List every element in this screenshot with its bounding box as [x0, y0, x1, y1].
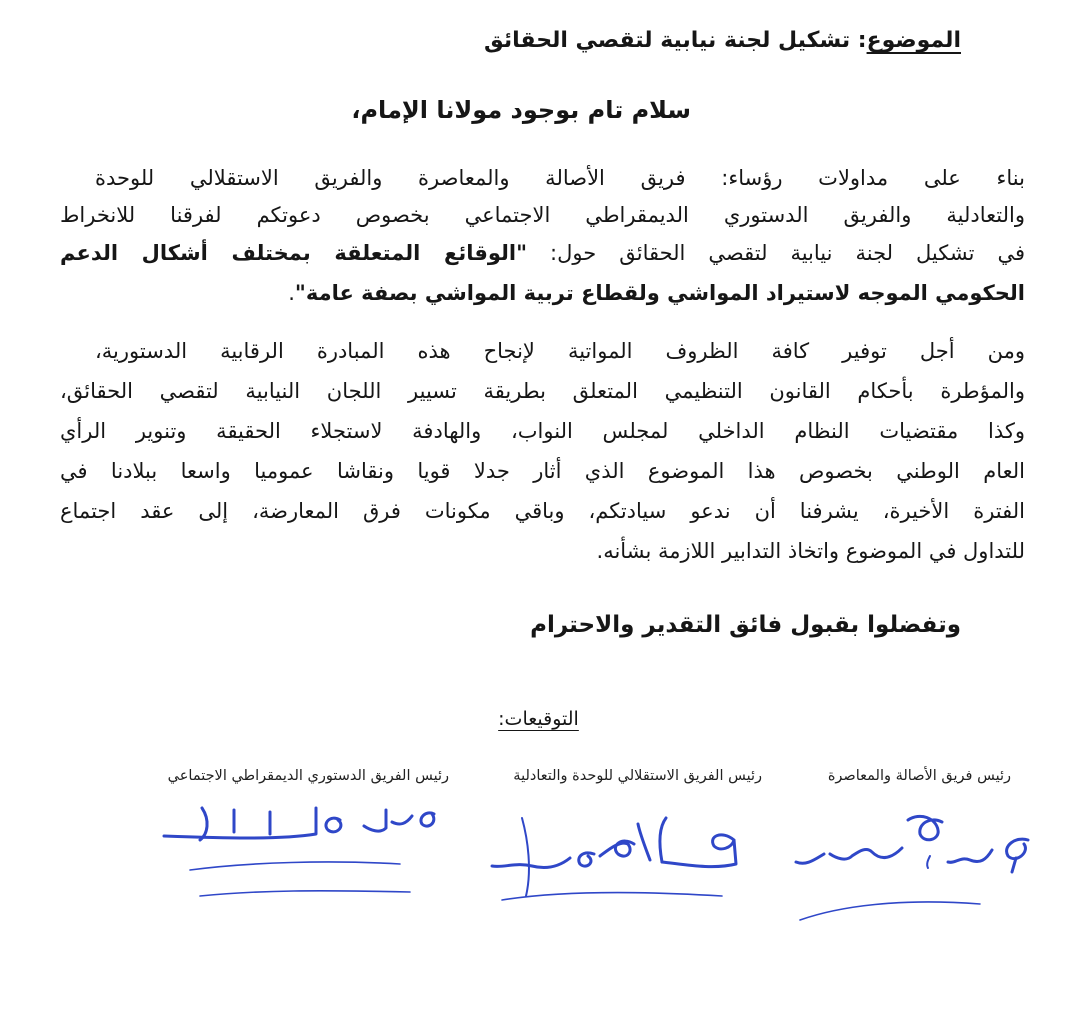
paragraph2-line-3: وكذا مقتضيات النظام الداخلي لمجلس النواب، والهادفة لاستجلاء الحقيقة وتنوير الرأي	[60, 419, 1025, 443]
subject-line	[484, 28, 961, 53]
paragraph2-line-6: للتداول في الموضوع واتخاذ التدابير اللازمة بشأنه.	[596, 539, 1025, 563]
signatures-title: التوقيعات:	[498, 708, 579, 730]
signature-2-drawing	[462, 800, 762, 925]
signer-role-1: رئيس فريق الأصالة والمعاصرة	[827, 768, 1011, 784]
inquiry-topic-part1: "الوقائع المتعلقة بمختلف أشكال الدعم	[60, 241, 528, 265]
signature-2	[462, 800, 762, 925]
signature-3-drawing	[150, 800, 450, 915]
paragraph2-line-4: العام الوطني بخصوص هذا الموضوع الذي أثار جدلا قويا ونقاشا عموميا واسعا ببلادنا في	[60, 459, 1025, 483]
paragraph2-line-2: والمؤطرة بأحكام القانون التنظيمي المتعلق بطريقة تسيير اللجان النيابية لتقصي الحقائق،	[60, 379, 1025, 403]
paragraph1-line-2: والتعادلية والفريق الدستوري الديمقراطي الاجتماعي بخصوص دعوتكم لفرقنا للانخراط	[60, 203, 1025, 227]
paragraph2-line-5: الفترة الأخيرة، يشرفنا أن ندعو سيادتكم، وباقي مكونات فرق المعارضة، إلى عقد اجتماع	[60, 499, 1025, 523]
subject-label: الموضوع	[866, 28, 961, 53]
inquiry-topic-part2: الحكومي الموجه لاستيراد المواشي ولقطاع تربية المواشي بصفة عامة"	[294, 281, 1025, 305]
paragraph1-line-4-end: .	[288, 281, 295, 305]
paragraph2-line-1: ومن أجل توفير كافة الظروف المواتية لإنجاح هذه المبادرة الرقابية الدستورية،	[95, 339, 1025, 363]
signature-1-drawing	[780, 800, 1050, 935]
signature-3	[150, 800, 450, 915]
paragraph1-line-3-text: في تشكيل لجنة نيابية لتقصي الحقائق حول:	[527, 241, 1025, 265]
paragraph1-line-3	[60, 240, 1025, 267]
paragraph1-line-1: بناء على مداولات رؤساء: فريق الأصالة والمعاصرة والفريق الاستقلالي للوحدة	[95, 166, 1025, 190]
signature-1	[780, 800, 1050, 935]
subject-text: : تشكيل لجنة نيابية لتقصي الحقائق	[484, 28, 867, 53]
paragraph1-line-4	[60, 280, 1025, 307]
signer-role-2: رئيس الفريق الاستقلالي للوحدة والتعادلية	[513, 768, 762, 784]
closing-line: وتفضلوا بقبول فائق التقدير والاحترام	[530, 612, 961, 638]
signer-role-3: رئيس الفريق الدستوري الديمقراطي الاجتماعي	[167, 768, 449, 784]
salutation: سلام تام بوجود مولانا الإمام،	[351, 96, 691, 124]
